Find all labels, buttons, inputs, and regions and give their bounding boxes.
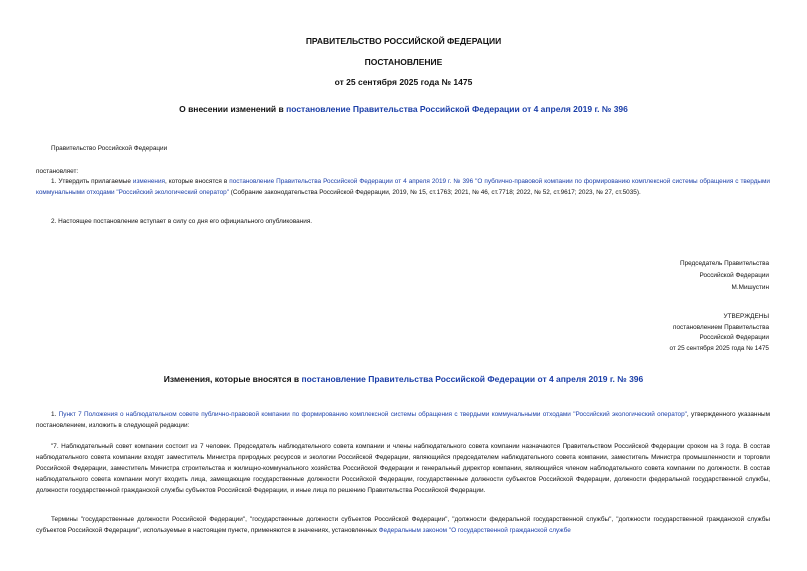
quote-paragraph: "7. Наблюдательный совет компании состоит из 7 человек. Председатель наблюдательного совета компании и члены наблюдательного совета компании назначаются Правительством Российской Федерации сроком на 3 года. В состав наблюдательного совета компании входят заместитель Министра природных ресурсов и экологии Российской Федерации, являющийся председателем наблюдательного совета компании, заместитель Министра промышленности и торговли Российской Федерации, заместитель Министра строительства и жилищно-коммунального хозяйства Российской Федерации и генеральный директор компании, являющийся членом наблюдательного совета компании по должности. В состав наблюдательного совета компании могут входить лица, замещающие государственные должности Российской Федерации, государственные должности субъектов Российской Федерации, должности федеральной государственной службы, должности государственной гражданской службы субъектов Российской Федерации, и иные лица по решению Правительства Российской Федерации.: [36, 443, 770, 494]
doc-type: ПОСТАНОВЛЕНИЕ: [364, 57, 443, 67]
point-2: 2. Настоящее постановление вступает в силу со дня его официального опубликования.: [51, 218, 313, 225]
approved-by: постановлением Правительства: [673, 323, 769, 331]
subject: Правительство Российской Федерации: [51, 145, 168, 152]
doc-date-number: от 25 сентября 2025 года № 1475: [334, 77, 473, 87]
doc-title-link[interactable]: постановление Правительства Российской Федерации от 4 апреля 2019 г. № 396: [286, 104, 628, 114]
changes-title-link[interactable]: постановление Правительства Российской Федерации от 4 апреля 2019 г. № 396: [301, 374, 644, 384]
doc-title-prefix: О внесении изменений в: [179, 104, 287, 114]
change-1-suffix: , утвержденного указанным постановлением, изложить в следующей редакции:: [36, 411, 770, 429]
terms-text: Термины "государственные должности Российской Федерации", "государственные должности субъектов Российской Федерации", "должности федеральной государственной службы", "должности государственной гражданской службы субъектов Российской Федерации", используемые в настоящем пункте, применяются в значениях, установленных: [36, 516, 770, 534]
changes-title-prefix: Изменения, которые вносятся в: [163, 374, 302, 384]
signature-name: М.Мишустин: [731, 284, 769, 291]
civil-service-law-link[interactable]: Федеральным законом "О государственной гражданской службе: [378, 527, 571, 534]
changes-link[interactable]: изменения: [132, 178, 165, 185]
approved-label: УТВЕРЖДЕНЫ: [723, 313, 769, 320]
changes-title: [0, 374, 807, 384]
doc-title: [0, 104, 807, 114]
approval-block: [669, 312, 769, 354]
point-1: [36, 176, 770, 198]
change-1: [36, 409, 770, 431]
decides: постановляет:: [36, 168, 79, 175]
approved-date: от 25 сентября 2025 года № 1475: [669, 344, 769, 352]
change-1-prefix: 1.: [51, 411, 59, 418]
clause-7-link[interactable]: Пункт 7 Положения о наблюдательном совете публично-правовой компании по формированию комплексной системы обращения с твердыми коммунальными отходами "Российский экологический оператор": [58, 411, 687, 418]
signature-org: Российской Федерации: [699, 272, 769, 279]
resolution-396-link[interactable]: постановление Правительства Российской Федерации от 4 апреля 2019 г. № 396 "О публично-правовой компании по формированию комплексной системы обращения с твердыми коммунальными отходами "Российский экологический оператор": [36, 178, 770, 196]
approved-org: Российской Федерации: [699, 334, 769, 341]
signature-block: [680, 258, 769, 294]
signature-title: Председатель Правительства: [680, 260, 769, 267]
org-name: ПРАВИТЕЛЬСТВО РОССИЙСКОЙ ФЕДЕРАЦИИ: [305, 36, 502, 46]
terms-paragraph: [36, 514, 770, 536]
point-1-tail: (Собрание законодательства Российской Федерации, 2019, № 15, ст.1763; 2021, № 46, ст.7718; 2022, № 52, ст.9617; 2023, № 27, ст.5035).: [228, 189, 641, 196]
point-1-mid: , которые вносятся в: [165, 178, 230, 185]
point-1-lead: 1. Утвердить прилагаемые: [51, 178, 133, 185]
